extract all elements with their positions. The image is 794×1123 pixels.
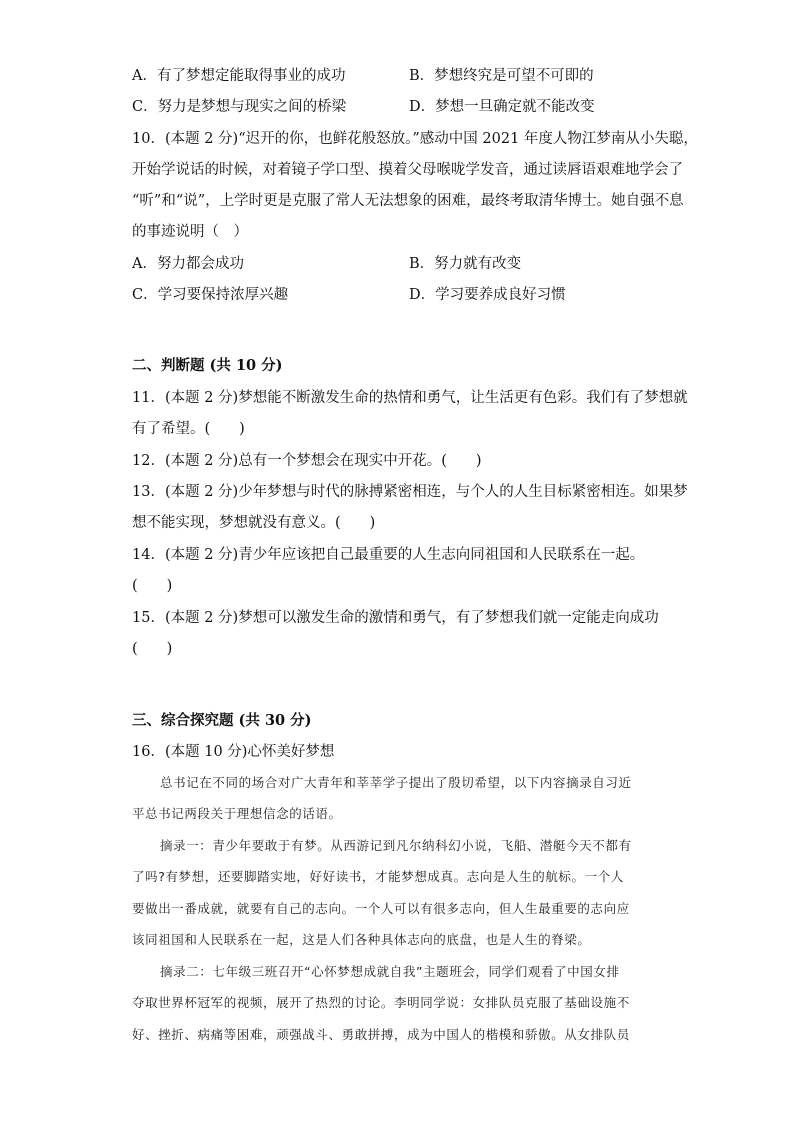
- paragraph-line: 摘录一：青少年要敢于有梦。从西游记到凡尔纳科幻小说，飞船、潜艇今天不都有: [160, 838, 632, 853]
- q10-option-d: D．学习要养成良好习惯: [409, 287, 566, 303]
- judgement-line: 有了希望。( ): [132, 421, 245, 437]
- q10-stem-line: 10．(本题 2 分)“迟开的你，也鲜花般怒放。”感动中国 2021 年度人物江梦南从小失聪，: [132, 131, 698, 147]
- paragraph-line: 夺取世界杯冠军的视频，展开了热烈的讨论。李明同学说：女排队员克服了基础设施不: [132, 995, 630, 1010]
- section-3-title: 三、综合探究题 (共 30 分): [132, 712, 312, 729]
- q10-stem-line: 的事迹说明（ ）: [132, 224, 248, 240]
- paragraph-line: 该同祖国和人民联系在一起，这是人们各种具体志向的底盘，也是人生的脊梁。: [132, 932, 591, 947]
- paragraph-line: 了吗?有梦想，还要脚踏实地，好好读书，才能梦想成真。志向是人生的航标。一个人: [132, 869, 624, 884]
- q10-stem-line: 开始学说话的时候，对着镜子学口型、摸着父母喉咙学发音，通过读唇语艰难地学会了: [132, 162, 683, 178]
- paragraph-line: 好、挫折、病痛等困难，顽强战斗、勇敢拼搏，成为中国人的楷模和骄傲。从女排队员: [132, 1027, 630, 1042]
- q10-option-a: A．努力都会成功: [132, 256, 244, 272]
- judgement-line: ( ): [132, 641, 173, 657]
- paragraph-line: 要做出一番成就，就要有自己的志向。一个人可以有很多志向，但人生最重要的志向应: [132, 901, 630, 916]
- q10-option-b: B．努力就有改变: [409, 256, 522, 272]
- paragraph-line: 总书记在不同的场合对广大青年和莘莘学子提出了殷切希望，以下内容摘录自习近: [160, 775, 632, 790]
- judgement-line: ( ): [132, 578, 173, 594]
- q9-option-a: A．有了梦想定能取得事业的成功: [132, 68, 346, 84]
- q9-option-c: C．努力是梦想与现实之间的桥梁: [132, 99, 347, 115]
- q9-option-d: D．梦想一旦确定就不能改变: [409, 99, 595, 115]
- paragraph-line: 摘录二：七年级三班召开“心怀梦想成就自我”主题班会，同学们观看了中国女排: [160, 964, 620, 979]
- judgement-line: 14．(本题 2 分)青少年应该把自己最重要的人生志向同祖国和人民联系在一起。: [132, 547, 645, 563]
- q10-stem-line: “听”和“说”，上学时更是克服了常人无法想象的困难，最终考取清华博士。她自强不息: [132, 193, 684, 209]
- judgement-line: 15．(本题 2 分)梦想可以激发生命的激情和勇气，有了梦想我们就一定能走向成功: [132, 610, 659, 626]
- paragraph-line: 平总书记两段关于理想信念的话语。: [132, 806, 342, 821]
- judgement-line: 13．(本题 2 分)少年梦想与时代的脉搏紧密相连，与个人的人生目标紧密相连。如果梦: [132, 484, 688, 500]
- q16-title: 16．(本题 10 分)心怀美好梦想: [132, 744, 335, 760]
- q9-option-b: B．梦想终究是可望不可即的: [409, 68, 594, 84]
- judgement-line: 11．(本题 2 分)梦想能不断激发生命的热情和勇气，让生活更有色彩。我们有了梦想就: [132, 390, 688, 406]
- judgement-line: 想不能实现，梦想就没有意义。( ): [132, 515, 376, 531]
- q10-option-c: C．学习要保持浓厚兴趣: [132, 287, 289, 303]
- section-2-title: 二、判断题 (共 10 分): [132, 357, 283, 374]
- judgement-line: 12．(本题 2 分)总有一个梦想会在现实中开花。( ): [132, 453, 482, 469]
